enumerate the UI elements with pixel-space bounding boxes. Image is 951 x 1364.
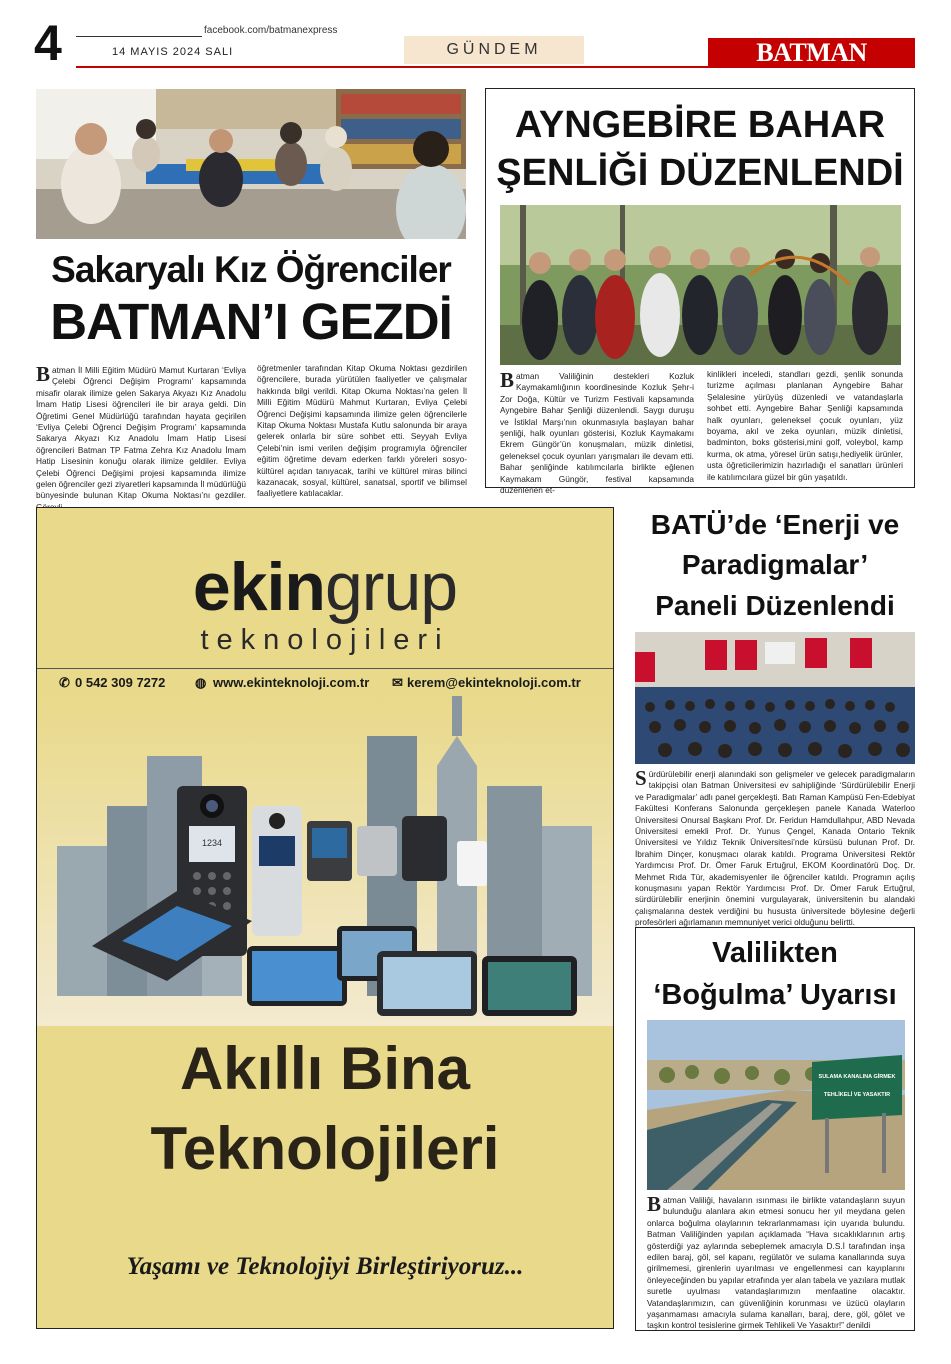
article4-headline-line2: ‘Boğulma’ Uyarısı xyxy=(653,979,897,1011)
article1-column1-text: atman İl Milli Eğitim Müdürü Mamut Kurtaran ‘Evliya Çelebi Öğrenci Değişim Programı’ kapsamında misafir olarak ilimize gelen Sakarya Akyazı Kız Anadolu İmam Hatip Lisesi öğrencileri ile bir araya geldi. Din Öğretimi Genel Müdürlüğü tarafından hayata geçirilen ‘Evliya Çelebi Öğrenci Değişim Programı’ kapsamında Sakarya Akyazı Kız Anadolu İmam Hatip Lisesi öğrencileri Batman TP Fatma Zehra Kız Anadolu İmam Hatip Lisesinin konuğu olarak ilimize geldiler. Evliya Çelebi Öğrenci Değişimi projesi kapsamında ilimize gelen öğrenciler gezi ziyaretleri kapsamında İl müdürlüğü bünyesinde bulunan Kitap Okuma Noktası’nı gezdiler. xyxy=(36,365,246,501)
article3-headline-line3: Paneli Düzenlendi xyxy=(655,590,895,621)
ad-website[interactable]: www.ekinteknoloji.com.tr xyxy=(213,675,370,690)
article3-photo xyxy=(635,632,915,764)
article2-headline-line2: ŞENLİĞİ DÜZENLENDİ xyxy=(496,152,904,194)
ad-headline1: Akıllı Bina xyxy=(179,1035,471,1102)
ad-subtitle: teknolojileri xyxy=(200,624,450,656)
article4-body xyxy=(647,1192,905,1332)
issue-date: 14 MAYIS 2024 SALI xyxy=(112,46,234,58)
canal-warning-image xyxy=(647,1020,905,1190)
article2-column1 xyxy=(500,368,694,496)
article1-column1 xyxy=(36,362,246,513)
header-underline xyxy=(76,66,708,68)
ad-headline2: Teknolojileri xyxy=(150,1115,500,1182)
article3-body xyxy=(635,766,915,929)
smart-devices-image xyxy=(37,696,613,1026)
page-number: 4 xyxy=(34,15,62,71)
ad-phone[interactable]: 0 542 309 7272 xyxy=(75,675,166,690)
article1-photo xyxy=(36,89,466,239)
article4-headline-line1: Valilikten xyxy=(712,937,838,969)
ad-product-image xyxy=(37,696,613,1026)
newspaper-logo: BATMAN EXPRESS xyxy=(708,38,915,68)
ad-email[interactable]: kerem@ekinteknoloji.com.tr xyxy=(407,675,581,690)
advertisement xyxy=(36,507,614,1329)
article3-headline-line1: BATÜ’de ‘Enerji ve xyxy=(650,509,900,540)
ad-brand-part1: ekin xyxy=(192,549,325,625)
classroom-image xyxy=(36,89,466,239)
article3-headline-line2: Paradigmalar’ xyxy=(681,549,869,580)
article3-dropcap: S xyxy=(635,766,647,790)
ad-brand xyxy=(37,548,613,626)
globe-icon: ◍ xyxy=(195,675,207,690)
article2-dropcap: B xyxy=(500,368,515,392)
phone-icon: ✆ xyxy=(59,675,70,690)
ad-brand-part2: grup xyxy=(324,549,458,625)
article2-column1-text: atman Valiliğinin destekleri Kozluk Kaymakamlığının koordinesinde Kozluk Şehr-i Zor Doğa, Kültür ve Turizm Festivali kapsamında Ayngebire Bahar Şenliği düzenlendi. Saygı duruşu ve İstiklal Marşı’nın okunmasıyla başlayan bahar şenliği, halk oyunları gösterisi, Kozluk Kaymakamı Ekrem Güngör’ün konuşmaları, müzik dinletisi, geleneksel çocuk oyunları yarışmaları ile devam etti. Bahar şenliğinde katılımcılarla birlikte eğlenen Kaymakam Güngör, festival kapsamında düzenlenen et- xyxy=(500,371,694,496)
conference-image xyxy=(635,632,915,764)
article3-body-text: ürdürülebilir enerji alanındaki son gelişmeler ve gelecek paradigmaların takipçisi olan Batman Üniversitesi ev sahipliğinde ‘Sürdürülebilir Enerji ve Paradigmalar’ adlı panel gerçekleşti. Batı Raman Kampüsü Fen-Edebiyat Fakültesi Konferans Salonunda gerçekleşen panele Kanada Waterloo Üniversitesi Onursal Başkanı Prof. Dr. Feridun Hamdullahpur, ABD Nevada Üniversitesi emekli Prof. Dr. Yunus Çengel, Kanada Ontario Teknik Üniversitesi ve Yıldız Teknik Üniversitesi’nde kürsüsü bulunan Prof. Dr. İbrahim Dinçer, konuşmacı olarak katıldı. Programa Üniversitesi Rektör Yardımcısı Prof. Dr. Ömer Faruk Ertuğrul, EKOM Koordinatörü Doç. Dr. Mehmet Rıda Tür, akademisyenler ile öğrenciler katıldı. Programın açılış konuşmasını yapan Rektör Yardımcısı Prof. Dr. Ömer Faruk Ertuğrul, sürdürülebilir enerjinin önemini vurgulayarak, üniversitenin bu alandaki çalışmalarına destek verdiğini bu hususta üniversitede böylesine değerli profesörleri ağırlamanın memnuniyet verici olduğunu belirtti. xyxy=(635,769,915,928)
ad-panel-text: 1234 xyxy=(201,838,223,848)
section-title: GÜNDEM xyxy=(404,36,584,64)
article1-column2: öğretmenler tarafından Kitap Okuma Noktası gezdirilen öğrencilere, burada yürütülen faaliyetler ve çalışmalar hakkında bilgi verildi. Kitap Okuma Noktası’na gelen İl Milli Eğitim Müdürü Mahmut Kurtaran, Evliya Çelebi Öğrenci Değişimi kapsamında ilimize gelen öğrencilerle Kitap Okuma Noktası Mustafa Kutlu salonunda bir araya gelerek onlarla bir süre sohbet etti. Seyyah Evliya Çelebi’nin ismi verilen değişim programıyla öğrenciler eğitim öğretime devam ederken farklı yöreleri sosyo-kültürel açıdan tanıyacak, tarihi ve kültürel miras bilinci kazanacak, sosyal, kültürel, sanatsal, sportif ve bilimsel faaliyetlere katılacaklar. xyxy=(257,363,467,499)
article2-column2: kinlikleri inceledi, standları gezdi, şenlik sonunda turizme açılması planlanan Ayngebire Bahar Şelalesine yürüyüş düzenledi ve vatandaşlarla sohbet etti. Ayngebire Bahar Şenliği kapsamında halk oyunları, geleneksel çocuk oyunları, yüz boyama, akıl ve zeka oyunları, müzik dinletisi, badminton, boks gösterisi,mini golf, voleybol, kamp kurma, ok atma, yöresel ürün satışı,hediyelik ürünler, usta öğreticilerimizin hazırladığı el sanatları ürünleri ile katılımcılara güzel bir gün yaşatıldı. xyxy=(707,369,903,482)
article2-photo xyxy=(500,205,901,365)
article1-dropcap: B xyxy=(36,362,51,386)
article2-headline-line1: AYNGEBİRE BAHAR xyxy=(514,104,886,146)
article1-headline-line2: BATMAN’I GEZDİ xyxy=(50,293,452,350)
article4-body-text: atman Valiliği, havaların ısınması ile birlikte vatandaşların suyun bulunduğu alanlara akın etmesi sonucu her yıl meydana gelen onlarca boğulma olaylarının tekrarlanmaması için uyarıda bulundu. Batman Valiliğinden yapılan açıklamada “Hava sıcaklıklarının artış gösterdiği yaz aylarında sebeplemek amacıyla D.S.İ tarafından inşa edilen baraj, göl, sel kapanı, regülatör ve sulama kanallarında suya girilmemesi, girenlerin uyarılması ve engellenmesi can kayıplarını önleyeceğinden bu yapılar etrafında yer alan tabela ve yazılara mutlak suretle uyulması vatandaşlarımızın menfaatine olacaktır. Vatandaşlarımızın, can güvenliğinin korunması ve üzücü olayların yaşanmaması amacıyla sulama kanalları, baraj, dere, göl, gölet ve taşkın kontrol tesislerine girmek Tehlikeli Ve Yasaktır!” denildi xyxy=(647,1195,905,1331)
ad-contact-bar xyxy=(37,668,613,696)
ad-slogan: Yaşamı ve Teknolojiyi Birleştiriyoruz... xyxy=(126,1253,524,1280)
header-rule xyxy=(76,36,202,37)
article4-photo xyxy=(647,1020,905,1190)
facebook-url[interactable]: facebook.com/batmanexpress xyxy=(204,25,338,36)
festival-image xyxy=(500,205,901,365)
article1-headline-line1: Sakaryalı Kız Öğrenciler xyxy=(51,249,451,290)
sign-text-line2: TEHLİKELİ VE YASAKTIR xyxy=(823,1092,891,1098)
article4-dropcap: B xyxy=(647,1192,662,1216)
sign-text-line1: SULAMA KANALINA GİRMEK xyxy=(818,1074,896,1080)
mail-icon: ✉ xyxy=(392,675,403,690)
